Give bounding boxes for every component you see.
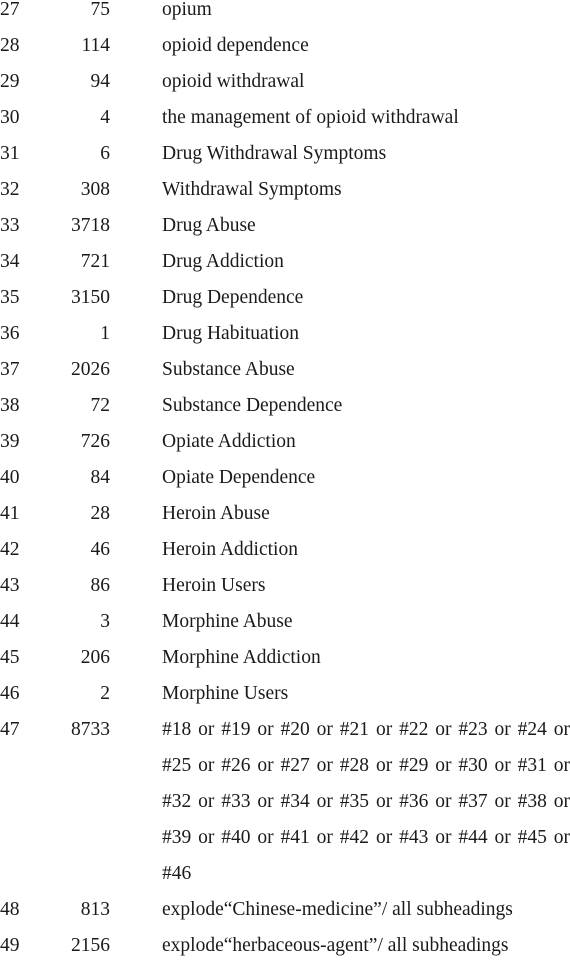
result-count: 28 bbox=[90, 503, 110, 524]
result-count: 726 bbox=[80, 431, 110, 452]
table-row bbox=[0, 460, 570, 496]
row-number: 43 bbox=[0, 575, 20, 596]
table-row bbox=[0, 640, 570, 676]
result-count: 2156 bbox=[71, 935, 110, 956]
search-query: Withdrawal Symptoms bbox=[162, 179, 342, 200]
table-row bbox=[0, 280, 570, 316]
row-number: 35 bbox=[0, 287, 20, 308]
row-number: 44 bbox=[0, 611, 20, 632]
table-row bbox=[0, 568, 570, 604]
result-count: 3 bbox=[100, 611, 110, 632]
row-number: 42 bbox=[0, 539, 20, 560]
result-count: 1 bbox=[100, 323, 110, 344]
search-query: opium bbox=[162, 0, 212, 20]
row-number: 31 bbox=[0, 143, 20, 164]
table-row bbox=[0, 928, 570, 964]
search-query: Morphine Addiction bbox=[162, 647, 321, 668]
search-query: Drug Habituation bbox=[162, 323, 300, 344]
row-number: 39 bbox=[0, 431, 20, 452]
search-query: Substance Dependence bbox=[162, 395, 343, 416]
result-count: 6 bbox=[100, 143, 110, 164]
result-count: 75 bbox=[90, 0, 110, 20]
search-query: Opiate Dependence bbox=[162, 467, 316, 488]
search-query: Substance Abuse bbox=[162, 359, 295, 380]
search-query: Drug Dependence bbox=[162, 287, 304, 308]
table-row bbox=[0, 352, 570, 388]
table-row bbox=[0, 208, 570, 244]
result-count: 84 bbox=[90, 467, 110, 488]
result-count: 86 bbox=[90, 575, 110, 596]
result-count: 2 bbox=[100, 683, 110, 704]
row-number: 47 bbox=[0, 719, 20, 740]
search-query: opioid withdrawal bbox=[162, 71, 305, 92]
search-query: Heroin Users bbox=[162, 575, 266, 596]
result-count: 2026 bbox=[71, 359, 110, 380]
table-row bbox=[0, 496, 570, 532]
table-row bbox=[0, 100, 570, 136]
search-query: Morphine Abuse bbox=[162, 611, 293, 632]
table-row bbox=[0, 136, 570, 172]
search-query: Morphine Users bbox=[162, 683, 289, 704]
search-query: Heroin Abuse bbox=[162, 503, 270, 524]
table-row bbox=[0, 0, 570, 28]
row-number: 45 bbox=[0, 647, 20, 668]
search-query: explode“herbaceous-agent”/ all subheadings bbox=[162, 935, 509, 956]
result-count: 721 bbox=[80, 251, 110, 272]
search-query: Drug Abuse bbox=[162, 215, 256, 236]
row-number: 48 bbox=[0, 899, 20, 920]
search-query-combined: #18 or #19 or #20 or #21 or #22 or #23 or #24 or #25 or #26 or #27 or #28 or #29 or #30 or #31 or #32 or #33 or #34 or #35 or #36 or #37 or #38 or #39 or #40 or #41 or #42 or #43 or #44 or #45 or #46 bbox=[162, 719, 570, 884]
search-query: the management of opioid withdrawal bbox=[162, 107, 459, 128]
row-number: 27 bbox=[0, 0, 20, 20]
table-row bbox=[0, 892, 570, 928]
row-number: 46 bbox=[0, 683, 20, 704]
result-count: 94 bbox=[90, 71, 110, 92]
result-count: 308 bbox=[80, 179, 110, 200]
result-count: 72 bbox=[90, 395, 110, 416]
table-row bbox=[0, 316, 570, 352]
row-number: 49 bbox=[0, 935, 20, 956]
result-count: 8733 bbox=[71, 719, 110, 740]
table-row bbox=[0, 64, 570, 100]
row-number: 37 bbox=[0, 359, 20, 380]
row-number: 41 bbox=[0, 503, 20, 524]
table-row bbox=[0, 388, 570, 424]
result-count: 46 bbox=[90, 539, 110, 560]
row-number: 40 bbox=[0, 467, 20, 488]
result-count: 3718 bbox=[71, 215, 110, 236]
row-number: 30 bbox=[0, 107, 20, 128]
search-query: opioid dependence bbox=[162, 35, 309, 56]
row-number: 32 bbox=[0, 179, 20, 200]
search-query: Heroin Addiction bbox=[162, 539, 298, 560]
table-row bbox=[0, 244, 570, 280]
result-count: 114 bbox=[81, 35, 110, 56]
search-query: Opiate Addiction bbox=[162, 431, 296, 452]
row-number: 38 bbox=[0, 395, 20, 416]
table-row bbox=[0, 172, 570, 208]
table-row bbox=[0, 424, 570, 460]
result-count: 206 bbox=[80, 647, 110, 668]
row-number: 34 bbox=[0, 251, 20, 272]
row-number: 28 bbox=[0, 35, 20, 56]
table-row bbox=[0, 712, 570, 892]
table-row bbox=[0, 28, 570, 64]
search-query: Drug Withdrawal Symptoms bbox=[162, 143, 387, 164]
row-number: 33 bbox=[0, 215, 20, 236]
table-row bbox=[0, 532, 570, 568]
table-row bbox=[0, 604, 570, 640]
row-number: 36 bbox=[0, 323, 20, 344]
result-count: 813 bbox=[80, 899, 110, 920]
search-query: explode“Chinese-medicine”/ all subheadings bbox=[162, 899, 513, 920]
row-number: 29 bbox=[0, 71, 20, 92]
search-query: Drug Addiction bbox=[162, 251, 284, 272]
result-count: 3150 bbox=[71, 287, 110, 308]
table-row bbox=[0, 676, 570, 712]
result-count: 4 bbox=[100, 107, 110, 128]
